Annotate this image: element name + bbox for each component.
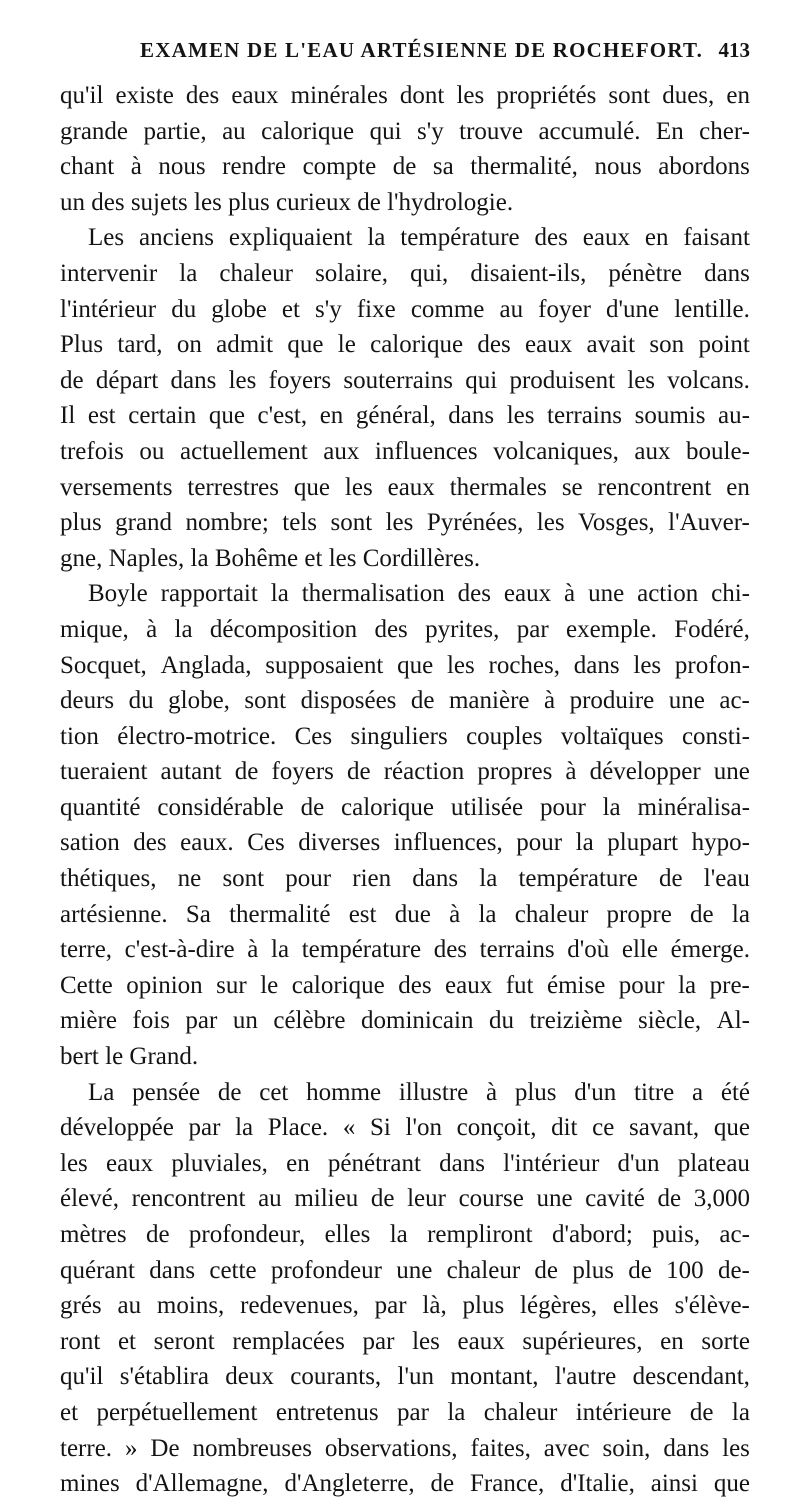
text-line: mière fois par un célèbre dominicain du treizième siècle, Al- <box>60 1007 750 1035</box>
text-line: plus grand nombre; tels sont les Pyrénées, les Vosges, l'Auver- <box>60 509 750 537</box>
text-line: artésienne. Sa thermalité est due à la chaleur propre de la <box>60 900 750 928</box>
text-line: La pensée de cet homme illustre à plus d'un titre a été <box>88 1078 750 1106</box>
text-line: grés au moins, redevenues, par là, plus légères, elles s'élève- <box>60 1292 750 1320</box>
running-title: EXAMEN DE L'EAU ARTÉSIENNE DE ROCHEFORT. <box>140 38 704 62</box>
text-line: Il est certain que c'est, en général, dans les terrains soumis au- <box>60 402 750 430</box>
text-line: deurs du globe, sont disposées de manière à produire une ac- <box>60 687 750 715</box>
text-line: tueraient autant de foyers de réaction propres à développer une <box>60 758 750 786</box>
text-line: quérant dans cette profondeur une chaleur de plus de 100 de- <box>60 1256 750 1284</box>
text-line: Boyle rapportait la thermalisation des eaux à une action chi- <box>88 580 750 608</box>
text-line: chant à nous rendre compte de sa thermalité, nous abordons <box>60 153 750 181</box>
text-line: ront et seront remplacées par les eaux supérieures, en sorte <box>60 1327 750 1355</box>
text-line: versements terrestres que les eaux thermales se rencontrent en <box>60 473 750 501</box>
text-line: tion électro-motrice. Ces singuliers couples voltaïques consti- <box>60 722 750 750</box>
text-line: intervenir la chaleur solaire, qui, disaient-ils, pénètre dans <box>60 259 750 287</box>
text-line: Plus tard, on admit que le calorique des eaux avait son point <box>60 331 750 359</box>
running-head <box>60 38 750 68</box>
text-line: qu'il existe des eaux minérales dont les propriétés sont dues, en <box>60 82 750 109</box>
text-line: terre. » De nombreuses observations, faites, avec soin, dans les <box>60 1434 750 1462</box>
text-line: thétiques, ne sont pour rien dans la température de l'eau <box>60 865 750 893</box>
text-line: grande partie, au calorique qui s'y trouve accumulé. En cher- <box>60 117 750 145</box>
text-line: de départ dans les foyers souterrains qui produisent les volcans. <box>60 366 750 394</box>
text-line: terre, c'est-à-dire à la température des terrains d'où elle émerge. <box>60 936 750 964</box>
text-line: mique, à la décomposition des pyrites, par exemple. Fodéré, <box>60 615 750 643</box>
text-line: quantité considérable de calorique utilisée pour la minéralisa- <box>60 793 750 821</box>
text-line: sation des eaux. Ces diverses influences, pour la plupart hypo- <box>60 829 750 857</box>
text-line: l'intérieur du globe et s'y fixe comme au foyer d'une lentille. <box>60 295 750 323</box>
text-line: mètres de profondeur, elles la rempliront d'abord; puis, ac- <box>60 1221 750 1248</box>
text-line: Cette opinion sur le calorique des eaux fut émise pour la pre- <box>60 971 750 999</box>
text-line: trefois ou actuellement aux influences volcaniques, aux boule- <box>60 437 750 465</box>
text-line: Socquet, Anglada, supposaient que les roches, dans les profon- <box>60 651 750 679</box>
text-line: mines d'Allemagne, d'Angleterre, de France, d'Italie, ainsi que <box>60 1470 750 1498</box>
text-line: gne, Naples, la Bohême et les Cordillères. <box>60 544 481 572</box>
text-line: développée par la Place. « Si l'on conçoit, dit ce savant, que <box>60 1114 750 1142</box>
text-line: les eaux pluviales, en pénétrant dans l'intérieur d'un plateau <box>60 1149 750 1177</box>
body-text <box>60 78 750 1502</box>
text-line: un des sujets les plus curieux de l'hydrologie. <box>60 188 514 216</box>
text-line: et perpétuellement entretenus par la chaleur intérieure de la <box>60 1398 750 1426</box>
text-line: qu'il s'établira deux courants, l'un montant, l'autre descendant, <box>60 1363 750 1391</box>
text-line: Les anciens expliquaient la température des eaux en faisant <box>88 224 750 252</box>
text-line: bert le Grand. <box>60 1043 199 1071</box>
page-number: 413 <box>718 38 750 62</box>
text-line: élevé, rencontrent au milieu de leur course une cavité de 3,000 <box>60 1185 750 1213</box>
